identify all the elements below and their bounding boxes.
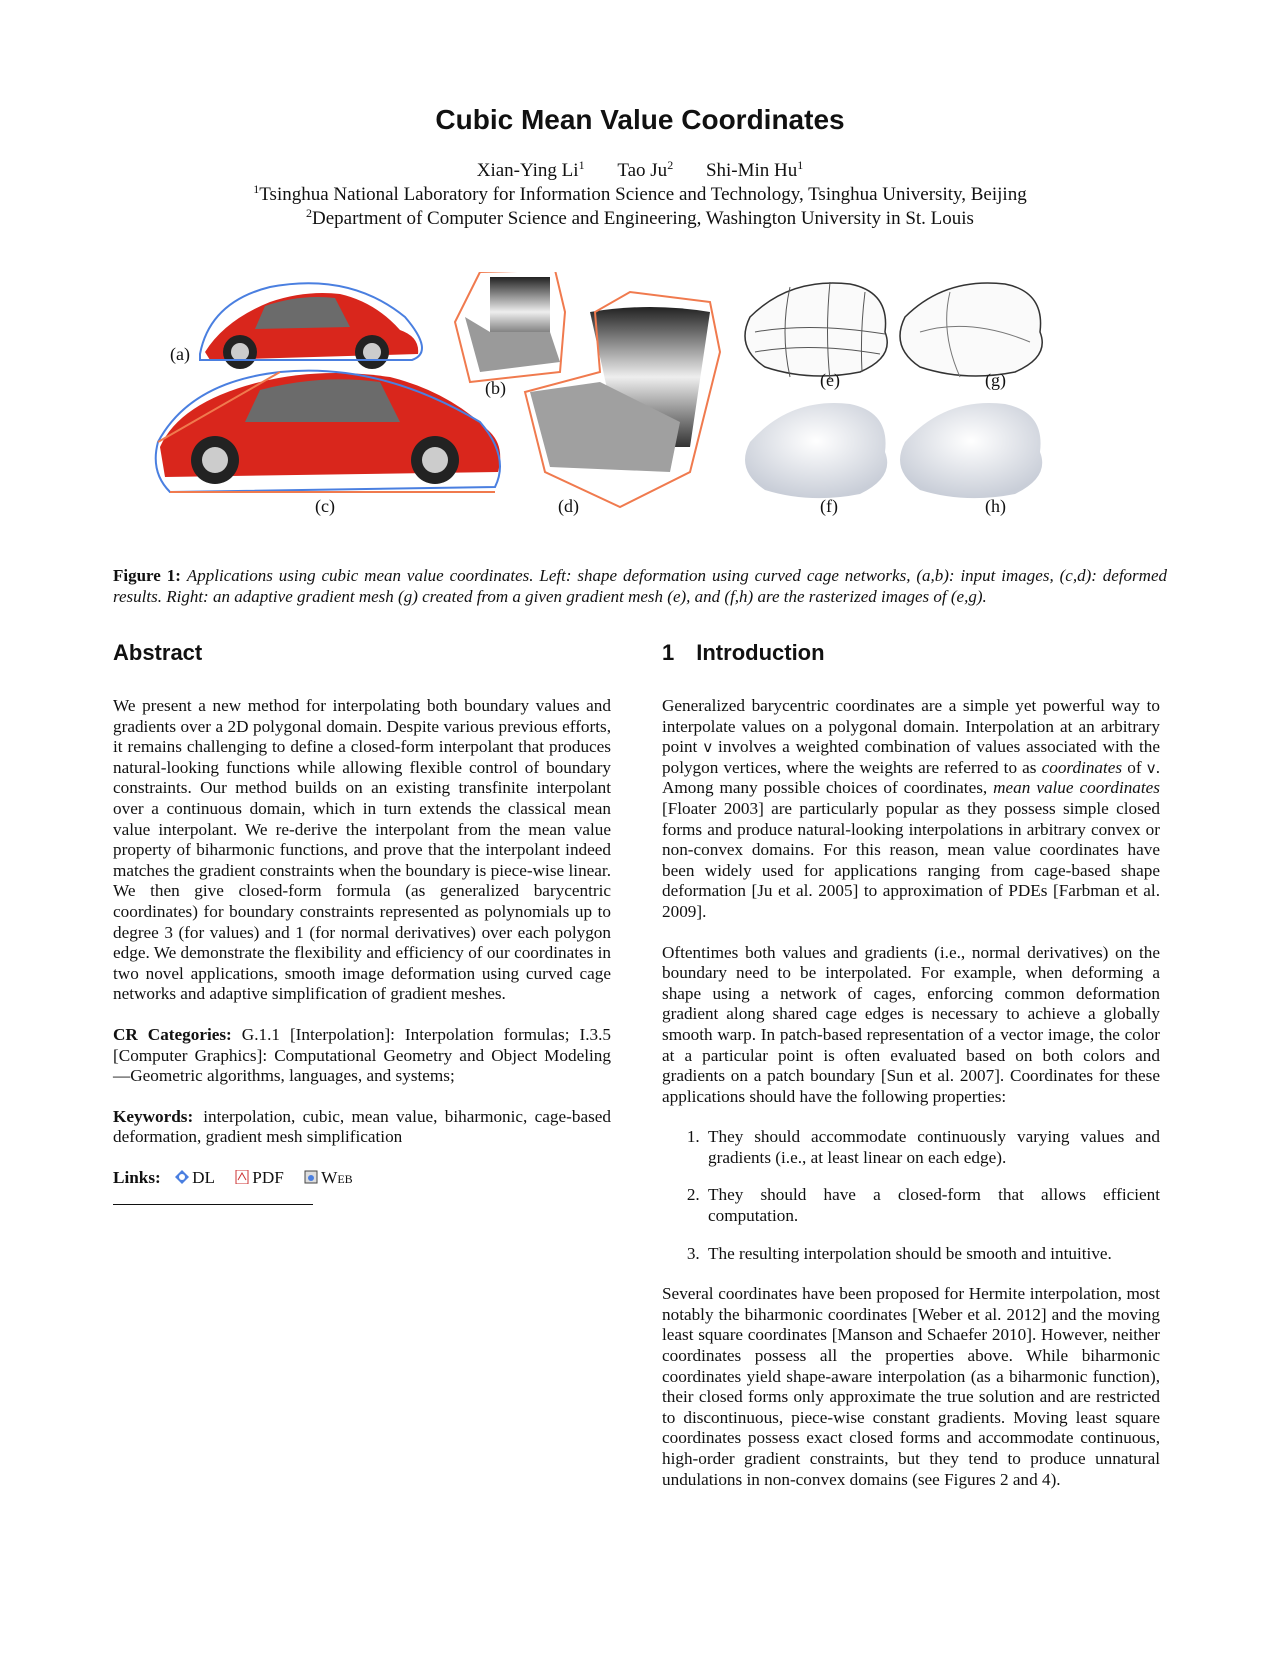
label-b: (b) — [485, 378, 506, 398]
affiliation-1: $^1$Tsinghua National Laboratory for Information Science and Technology, Tsinghua University, Beijing — [253, 182, 1027, 205]
label-a: (a) — [170, 344, 190, 364]
web-link[interactable]: Web — [304, 1168, 353, 1187]
dl-link[interactable]: DL — [175, 1168, 215, 1187]
web-icon — [304, 1170, 318, 1184]
figure-illustration — [150, 272, 1130, 542]
figure-caption: Figure 1: Applications using cubic mean value coordinates. Left: shape deformation using curved cage networks, (a,b): input images, (c,d): deformed results. Right: an adaptive gradient mesh (g) created from a given gradient mesh (e), and (f,h) are the rasterized images of (e,g). — [113, 566, 1167, 606]
intro-heading: 1 Introduction — [662, 640, 825, 665]
gradient-mesh-image — [745, 282, 887, 380]
paper-title: Cubic Mean Value Coordinates — [435, 104, 845, 135]
property-list — [662, 1127, 1160, 1264]
cr-categories: CR Categories: G.1.1 [Interpolation]: Interpolation formulas; I.3.5 [Computer Graphics]: Computational Geometry and Object Modeling—Geometric algorithms, languages, and systems; — [113, 1024, 611, 1086]
rasterized-adaptive-image — [900, 403, 1042, 498]
label-c: (c) — [315, 496, 335, 516]
abstract-heading: Abstract — [113, 640, 203, 665]
label-f: (f) — [820, 496, 838, 516]
links-row: Links: DL PDF Web — [113, 1167, 353, 1187]
list-item: 2. They should have a closed-form that allows efficient computation. — [704, 1185, 1160, 1226]
abstract-text: We present a new method for interpolating both boundary values and gradients over a 2D polygonal domain. Despite various previous efforts, it remains challenging to define a closed-form interpolant that produces natural-looking functions while allowing flexible control of boundary constraints. Our method builds on an existing transfinite interpolant over a continuous domain, which in turn extends the classical mean value interpolant. We re-derive the interpolant from the mean value property of biharmonic functions, and prove that the interpolant indeed matches the gradient constraints when the boundary is piece-wise linear. We then give closed-form formula (as generalized barycentric coordinates) for boundary constraints represented as polynomials up to degree 3 (for values) and 1 (for normal derivatives) over each polygon edge. We demonstrate the flexibility and efficiency of our coordinates in two novel applications, smooth image deformation using curved cage networks and adaptive simplification of gradient meshes. — [113, 696, 611, 1004]
chair-small-image — [455, 272, 565, 382]
car-large-image — [156, 371, 501, 492]
author-list — [0, 160, 1280, 182]
label-h: (h) — [985, 496, 1006, 516]
adaptive-mesh-image — [900, 283, 1042, 377]
right-column — [662, 640, 1160, 1510]
author-3: Shi-Min Hu$^1$ — [705, 158, 804, 181]
intro-paragraph-1: Generalized barycentric coordinates are a simple yet powerful way to interpolate values on a polygonal domain. Interpolation at an arbitrary point v involves a weighted combination of values associated with the polygon vertices, where the weights are referred to as coordinates of v. Among many possible choices of coordinates, mean value coordinates [Floater 2003] are particularly popular as they possess simple closed forms and produce natural-looking interpolations in arbitrary convex or non-convex domains. For this reason, mean value coordinates have been widely used for applications ranging from cage-based shape deformation [Ju et al. 2005] to approximation of PDEs [Farbman et al. 2009]. — [662, 696, 1160, 921]
intro-paragraph-2: Oftentimes both values and gradients (i.e., normal derivatives) on the boundary need to be interpolated. For example, when deforming a shape using a network of cages, enforcing common deformation gradient along shared cage edges is necessary to achieve a globally smooth warp. In patch-based representation of a vector image, the color at a particular point is often evaluated based on both colors and gradients on a patch boundary [Sun et al. 2007]. Coordinates for these applications should have the following properties: — [662, 942, 1160, 1106]
author-2: Tao Ju$^2$ — [617, 158, 674, 181]
pdf-icon — [235, 1170, 249, 1184]
label-e: (e) — [820, 370, 840, 390]
pdf-link[interactable]: PDF — [235, 1168, 284, 1187]
left-column — [113, 640, 611, 1205]
intro-paragraph-3: Several coordinates have been proposed for Hermite interpolation, most notably the biharmonic coordinates [Weber et al. 2012] and the moving least square coordinates [Manson and Schaefer 2010]. However, neither coordinates possess all the properties above. While biharmonic coordinates yield shape-aware interpolation (as a biharmonic function), their closed forms only approximate the true solution and are restricted to discontinuous, piece-wise constant gradients. Moving least square coordinates possess exact closed forms and accommodate continuous, high-order gradient constraints, but they tend to produce unnatural undulations in non-convex domains (see Figures 2 and 4). — [662, 1284, 1160, 1489]
rasterized-mesh-image — [745, 403, 887, 498]
footnote-rule — [113, 1204, 313, 1205]
author-1: Xian-Ying Li$^1$ — [476, 158, 585, 181]
list-item: 3. The resulting interpolation should be smooth and intuitive. — [704, 1244, 1160, 1265]
list-item: 1. They should accommodate continuously varying values and gradients (i.e., at least linear on each edge). — [704, 1127, 1160, 1168]
label-d: (d) — [558, 496, 579, 516]
chair-large-image — [525, 292, 720, 507]
keywords: Keywords: interpolation, cubic, mean value, biharmonic, cage-based deformation, gradient mesh simplification — [113, 1106, 611, 1147]
label-g: (g) — [985, 370, 1006, 390]
teaser-figure — [150, 272, 1130, 542]
affiliation-2: $^2$Department of Computer Science and Engineering, Washington University in St. Louis — [306, 206, 974, 229]
dl-icon — [175, 1170, 189, 1184]
car-small-image — [200, 283, 422, 369]
